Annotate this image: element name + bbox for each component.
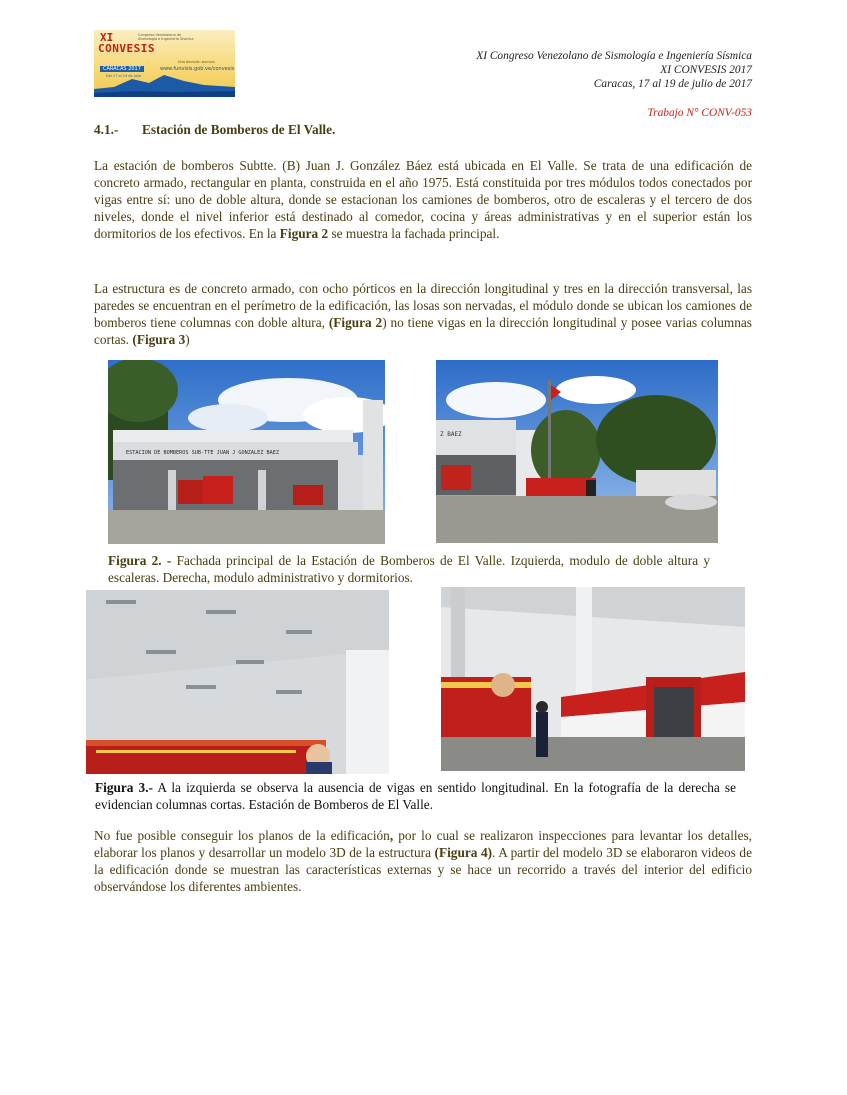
- logo-dates: Del 17 al 19 de julio: [106, 74, 142, 78]
- section-title: Estación de Bomberos de El Valle.: [142, 122, 336, 137]
- paragraph-1-end: se muestra la fachada principal.: [328, 226, 500, 241]
- station-sign-right: Z BAEZ: [440, 431, 462, 438]
- paragraph-3-end: . A partir del modelo 3D se elaboraron videos de la edificación donde se muestran las características externas y se hace un recorrido a través del interior del edificio observándose los diferentes ambientes.: [94, 845, 752, 894]
- figure-2-label: Figura 2. -: [108, 553, 172, 568]
- photo-ceiling-left: [86, 590, 389, 774]
- paragraph-1-text: La estación de bomberos Subtte. (B) Juan J. González Báez está ubicada en El Valle. Se trata de una edificación de concreto armado, rectangular en planta, construida en el año 1975. Está constituida por tres módulos todos conectados por vigas entre sí: uno de doble altura, donde se estacionan los camiones de bomberos, otro de escaleras y el tercero de dos niveles, donde el nivel inferior está destinado al comedor, cocina y áreas administrativas y en el superior están los dormitorios de los efectivos. En la: [94, 158, 752, 241]
- paragraph-3-comma: ,: [389, 828, 394, 843]
- figure-3-label: Figura 3.-: [95, 780, 153, 795]
- header-line-2: XI CONVESIS 2017: [660, 64, 752, 76]
- figure-2-text: Fachada principal de la Estación de Bomberos de El Valle. Izquierda, modulo de doble altura y escaleras. Derecha, modulo administrativo y dormitorios.: [108, 553, 711, 585]
- paragraph-2-mid: ) no tiene vigas en la dirección longitudinal y posee varias columnas cortas.: [94, 315, 752, 347]
- figure-3-text: A la izquierda se observa la ausencia de vigas en sentido longitudinal. En la fotografía de la derecha se evidencian columnas cortas. Estación de Bomberos de El Valle.: [95, 780, 736, 812]
- conference-header: [476, 49, 752, 91]
- header-line-1: XI Congreso Venezolano de Sismología e Ingeniería Sísmica: [476, 50, 752, 62]
- figure-4-reference: (Figura 4): [434, 845, 493, 860]
- convesis-logo: [94, 30, 235, 97]
- paragraph-3-text-2: por lo cual se realizaron inspecciones para levantar los detalles, elaborar los planos y desarrollar un modelo 3D de la estructura: [94, 828, 752, 860]
- station-sign: ESTACION DE BOMBEROS SUB-TTE JUAN J GONZALEZ BAEZ: [126, 450, 280, 456]
- logo-roman: XI: [100, 31, 114, 44]
- logo-tagline: Una decisión sísmica: [178, 60, 215, 64]
- photo-facade-left: [108, 360, 385, 544]
- paragraph-2-text: La estructura es de concreto armado, con ocho pórticos en la dirección longitudinal y tres en la dirección transversal, las paredes se encuentran en el perímetro de la edificación, las losas son nervadas, el módulo donde se ubican los camiones de bomberos tiene columnas con doble altura,: [94, 281, 752, 330]
- logo-city: CARACAS 2017: [100, 66, 144, 72]
- paper-number: Trabajo N° CONV-053: [647, 107, 752, 119]
- paren-open: (: [328, 315, 334, 330]
- paragraph-3: [94, 827, 752, 895]
- photo-columns-right: [441, 587, 745, 771]
- section-heading: [94, 122, 335, 138]
- figure-2-caption: [108, 552, 710, 586]
- paragraph-3-text: No fue posible conseguir los planos de la edificación: [94, 828, 390, 843]
- section-number: 4.1.-: [94, 122, 119, 137]
- paragraph-2-end: ): [185, 332, 190, 347]
- paragraph-2: [94, 280, 752, 348]
- logo-url: www.funvisis.gob.ve/convesis: [160, 66, 235, 72]
- figure-3-caption: [95, 779, 736, 813]
- paragraph-1: [94, 157, 752, 242]
- logo-name: CONVESIS: [98, 42, 155, 55]
- figure-2-reference: Figura 2: [279, 226, 329, 241]
- photo-facade-right: [436, 360, 718, 543]
- logo-small-text: Congreso Venezolano de Sismología e Ingeniería Sísmica: [138, 33, 194, 41]
- header-line-3: Caracas, 17 al 19 de julio de 2017: [593, 78, 752, 90]
- figure-3-reference: (Figura 3: [132, 332, 186, 347]
- figure-2-reference: Figura 2: [333, 315, 383, 330]
